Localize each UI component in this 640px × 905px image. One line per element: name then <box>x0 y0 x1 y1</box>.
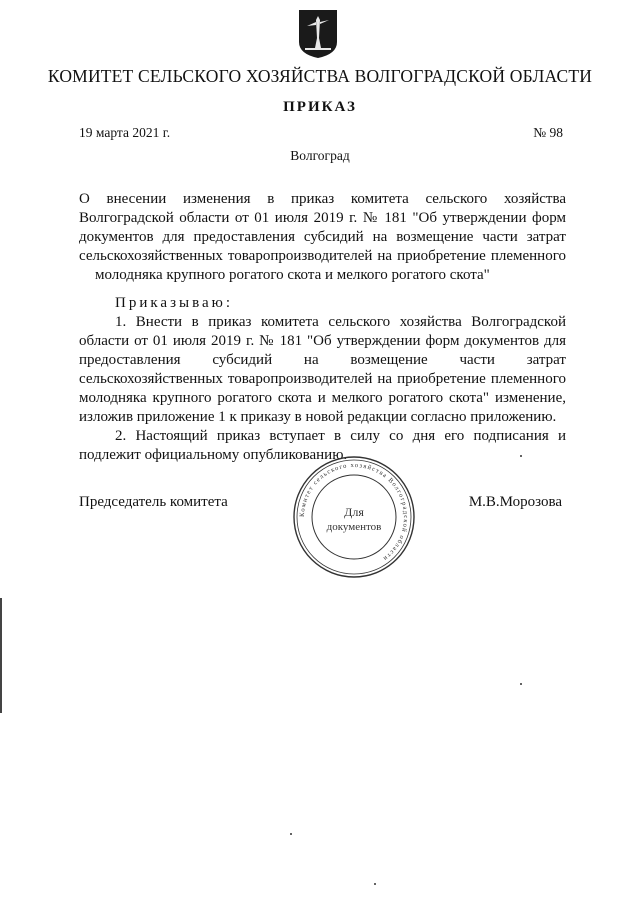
document-type: ПРИКАЗ <box>283 99 357 115</box>
official-stamp <box>291 454 417 580</box>
stamp-center-text: Для <box>344 505 364 519</box>
coat-of-arms-emblem <box>297 8 339 60</box>
signer-name: М.В.Морозова <box>468 494 562 510</box>
scan-speck <box>290 833 292 835</box>
subject-line: сельскохозяйственных товаропроизводителей на приобретение племенного <box>79 248 566 264</box>
paragraph-line: предоставления субсидий на возмещение части затрат <box>79 352 566 368</box>
scan-speck <box>520 683 522 685</box>
scan-speck <box>374 883 376 885</box>
stamp-center-text: документов <box>326 521 382 533</box>
document-subject <box>79 190 566 285</box>
paragraph-line: области от 01 июля 2019 г. № 181 "Об утверждении форм документов для <box>79 333 566 349</box>
scan-edge-mark <box>0 598 2 713</box>
paragraph-line: сельскохозяйственных товаропроизводителей на приобретение племенного <box>79 371 566 387</box>
stamp-ring-text: Комитет сельского хозяйства Волгоградской области <box>298 461 410 563</box>
document-number: № 98 <box>533 125 563 140</box>
subject-line: Волгоградской области от 01 июля 2019 г. № 181 "Об утверждении форм <box>79 210 566 226</box>
document-city: Волгоград <box>290 148 350 163</box>
subject-line: документов для предоставления субсидий на возмещение части затрат <box>79 229 566 245</box>
signer-title: Председатель комитета <box>79 494 228 510</box>
subject-line: О внесении изменения в приказ комитета сельского хозяйства <box>79 191 566 207</box>
paragraph-line: 1. Внести в приказ комитета сельского хозяйства Волгоградской <box>115 314 566 330</box>
paragraph-line: 2. Настоящий приказ вступает в силу со дня его подписания и <box>115 428 566 444</box>
paragraph-line: изложив приложение 1 к приказу в новой редакции согласно приложению. <box>79 409 557 425</box>
order-word: Приказываю: <box>115 295 233 311</box>
paragraph-line: молодняка крупного рогатого скота и мелкого рогатого скота" изменение, <box>79 390 566 406</box>
organization-name: КОМИТЕТ СЕЛЬСКОГО ХОЗЯЙСТВА ВОЛГОГРАДСКОЙ ОБЛАСТИ <box>47 66 593 86</box>
document-date: 19 марта 2021 г. <box>79 125 171 140</box>
paragraph-line: подлежит официальному опубликованию. <box>79 447 348 463</box>
subject-line: молодняка крупного рогатого скота и мелкого рогатого скота" <box>95 267 490 283</box>
document-body <box>79 313 566 465</box>
scan-speck <box>520 455 522 457</box>
